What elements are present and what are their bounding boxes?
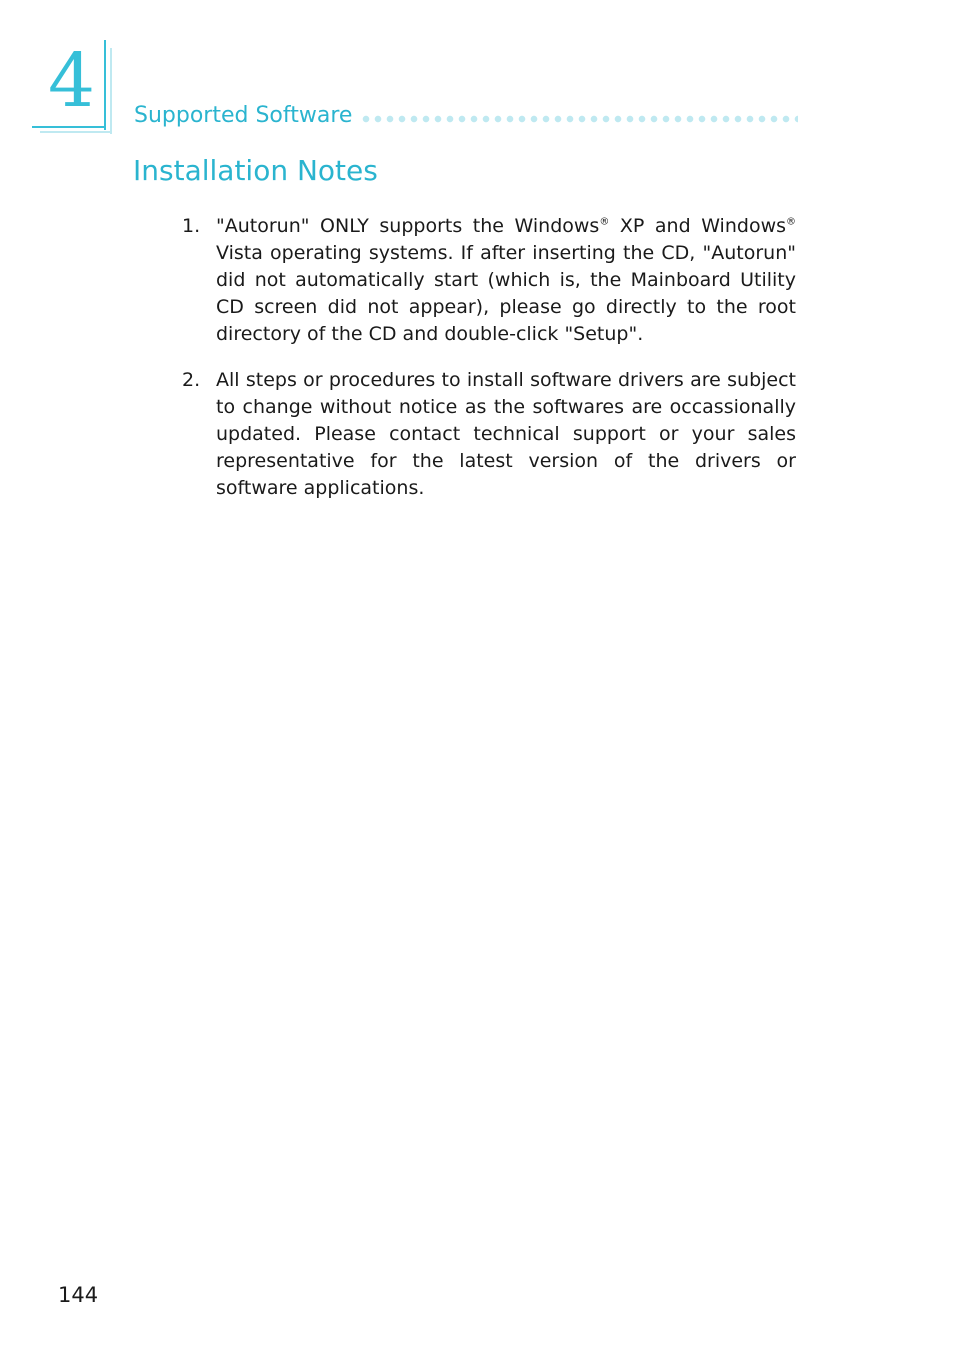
section-title: Supported Software (134, 102, 353, 128)
chapter-rule-vertical-shadow (110, 48, 112, 134)
chapter-rule-horizontal-shadow (40, 131, 112, 133)
chapter-number: 4 (48, 38, 96, 124)
notes-list (182, 213, 796, 521)
registered-mark: ® (786, 216, 797, 228)
chapter-rule-horizontal (32, 126, 106, 128)
list-item (182, 367, 796, 502)
registered-mark: ® (599, 216, 610, 228)
chapter-rule-vertical (104, 40, 106, 130)
section-header (134, 100, 798, 130)
page-number: 144 (58, 1283, 99, 1307)
list-item-number: 2. (182, 369, 201, 391)
list-item (182, 213, 796, 348)
list-item-number: 1. (182, 215, 201, 237)
list-item-text: "Autorun" ONLY supports the Windows® XP and Windows® Vista operating systems. If after inserting the CD, "Autorun" did not automatically start (which is, the Mainboard Utility CD screen did not appear), please go directly to the root directory of the CD and double-click "Setup". (216, 215, 797, 345)
dot-leader (360, 115, 798, 123)
list-item-text: All steps or procedures to install software drivers are subject to change without notice as the softwares are occassionally updated. Please contact technical support or your sales representative for the latest version of the drivers or software applications. (216, 369, 796, 499)
page-heading: Installation Notes (133, 154, 378, 187)
